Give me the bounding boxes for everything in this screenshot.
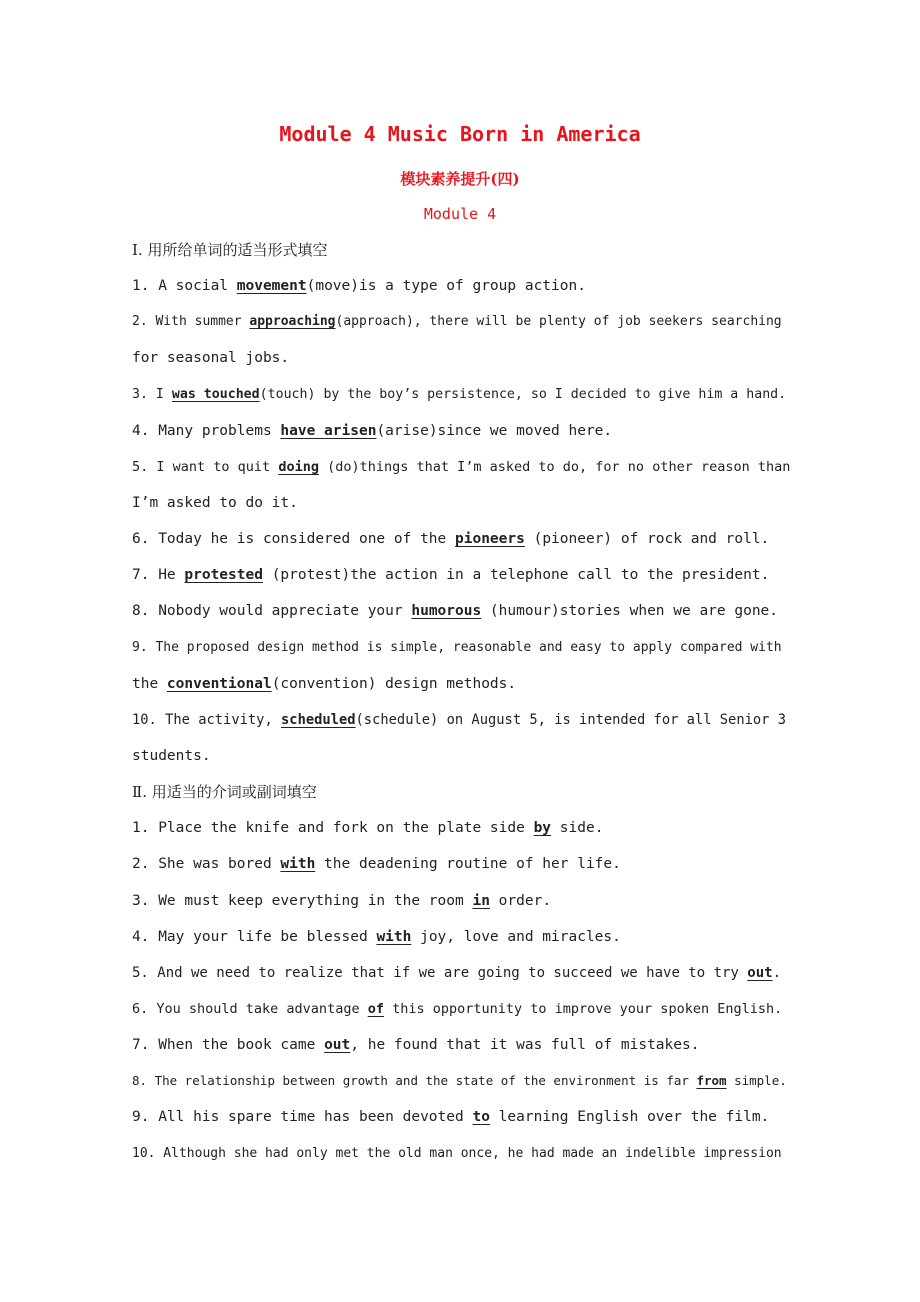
exercise-line	[132, 312, 790, 348]
answer-blank: conventional	[166, 675, 272, 692]
line-text: 4. May your life be blessed	[132, 928, 377, 945]
section1-heading: Ⅰ. 用所给单词的适当形式填空	[132, 241, 328, 259]
line-text: (protest)the action in a telephone call to the president.	[262, 567, 770, 584]
section2-items	[132, 818, 790, 1179]
line-text: for seasonal jobs.	[132, 350, 290, 367]
exercise-line	[132, 1035, 790, 1071]
line-text: 5. I want to quit	[132, 458, 279, 475]
page-title: Module 4 Music Born in America	[279, 122, 641, 146]
exercise-line	[132, 1071, 790, 1107]
line-text: (move)is a type of group action.	[306, 278, 586, 295]
line-text: (approach), there will be plenty of job seekers searching	[335, 314, 782, 330]
answer-blank: movement	[236, 278, 307, 295]
line-text: 4. Many problems	[132, 422, 281, 439]
line-text: 6. You should take advantage	[132, 1000, 368, 1017]
line-text: (humour)stories when we are gone.	[481, 603, 779, 620]
answer-blank: have arisen	[280, 422, 377, 439]
exercise-line	[132, 674, 790, 710]
answer-blank: out	[747, 964, 773, 981]
answer-blank: humorous	[411, 603, 482, 620]
answer-blank: out	[324, 1037, 351, 1054]
line-text: (schedule) on August 5, is intended for all Senior 3	[355, 711, 786, 728]
line-text: joy, love and miracles.	[411, 928, 621, 945]
page-subtitle: 模块素养提升(四)	[400, 170, 520, 188]
exercise-content	[132, 240, 790, 1180]
line-text: 3. We must keep everything in the room	[132, 892, 473, 909]
exercise-line	[132, 1144, 790, 1180]
answer-blank: in	[472, 892, 490, 909]
exercise-line	[132, 999, 790, 1035]
line-text: 9. The proposed design method is simple, reasonable and easy to apply compared with	[132, 639, 782, 655]
line-text: this opportunity to improve your spoken English.	[383, 1000, 783, 1017]
line-text: 9. All his spare time has been devoted	[132, 1109, 473, 1126]
answer-blank: to	[472, 1109, 490, 1126]
line-text: (touch) by the boy’s persistence, so I decided to give him a hand.	[259, 386, 787, 402]
exercise-line	[132, 746, 790, 782]
line-text: , he found that it was full of mistakes.	[350, 1037, 700, 1054]
exercise-line	[132, 421, 790, 457]
line-text: simple.	[726, 1073, 787, 1089]
line-text: 8. The relationship between growth and the state of the environment is far	[132, 1073, 697, 1089]
exercise-line	[132, 854, 790, 890]
line-text: .	[772, 964, 782, 981]
section1-items	[132, 276, 790, 782]
line-text: 2. She was bored	[132, 856, 281, 873]
exercise-line	[132, 601, 790, 637]
line-text: order.	[489, 892, 552, 909]
module-label: Module 4	[423, 205, 497, 223]
answer-blank: from	[696, 1073, 727, 1089]
line-text: 10. The activity,	[132, 711, 282, 728]
line-text: 1. Place the knife and fork on the plate side	[132, 820, 534, 837]
line-text: (arise)since we moved here.	[376, 422, 613, 439]
line-text: 10. Although she had only met the old man once, he had made an indelible impression	[132, 1145, 782, 1161]
line-text: the deadening routine of her life.	[315, 856, 621, 873]
line-text: I’m asked to do it.	[132, 494, 298, 511]
exercise-line	[132, 493, 790, 529]
exercise-line	[132, 710, 790, 746]
exercise-line	[132, 891, 790, 927]
exercise-line	[132, 927, 790, 963]
answer-blank: was touched	[171, 386, 260, 402]
exercise-line	[132, 276, 790, 312]
line-text: (do)things that I’m asked to do, for no other reason than	[318, 458, 791, 475]
line-text: the	[132, 675, 167, 692]
answer-blank: protested	[184, 567, 263, 584]
exercise-line	[132, 385, 790, 421]
line-text: 7. When the book came	[132, 1037, 325, 1054]
line-text: 3. I	[132, 386, 172, 402]
exercise-line	[132, 529, 790, 565]
answer-blank: with	[376, 928, 412, 945]
exercise-line	[132, 818, 790, 854]
line-text: (convention) design methods.	[271, 675, 517, 692]
answer-blank: approaching	[249, 314, 336, 330]
line-text: students.	[132, 747, 211, 764]
answer-blank: by	[533, 820, 552, 837]
line-text: 2. With summer	[132, 314, 250, 330]
section2-heading: Ⅱ. 用适当的介词或副词填空	[132, 783, 317, 802]
exercise-line	[132, 1107, 790, 1143]
exercise-line	[132, 638, 790, 674]
exercise-line	[132, 348, 790, 384]
answer-blank: pioneers	[455, 531, 525, 548]
line-text: 8. Nobody would appreciate your	[132, 603, 412, 620]
line-text: 6. Today he is considered one of the	[132, 531, 456, 548]
line-text: side.	[551, 820, 604, 837]
line-text: 7. He	[132, 567, 185, 584]
exercise-line	[132, 963, 790, 999]
answer-blank: of	[367, 1000, 384, 1017]
answer-blank: doing	[278, 458, 319, 475]
answer-blank: scheduled	[281, 711, 356, 728]
exercise-line	[132, 457, 790, 493]
line-text: 5. And we need to realize that if we are going to succeed we have to try	[132, 964, 748, 981]
exercise-line	[132, 565, 790, 601]
answer-blank: with	[280, 856, 316, 873]
line-text: (pioneer) of rock and roll.	[524, 531, 770, 548]
line-text: learning English over the film.	[489, 1109, 770, 1126]
line-text: 1. A social	[132, 278, 237, 295]
